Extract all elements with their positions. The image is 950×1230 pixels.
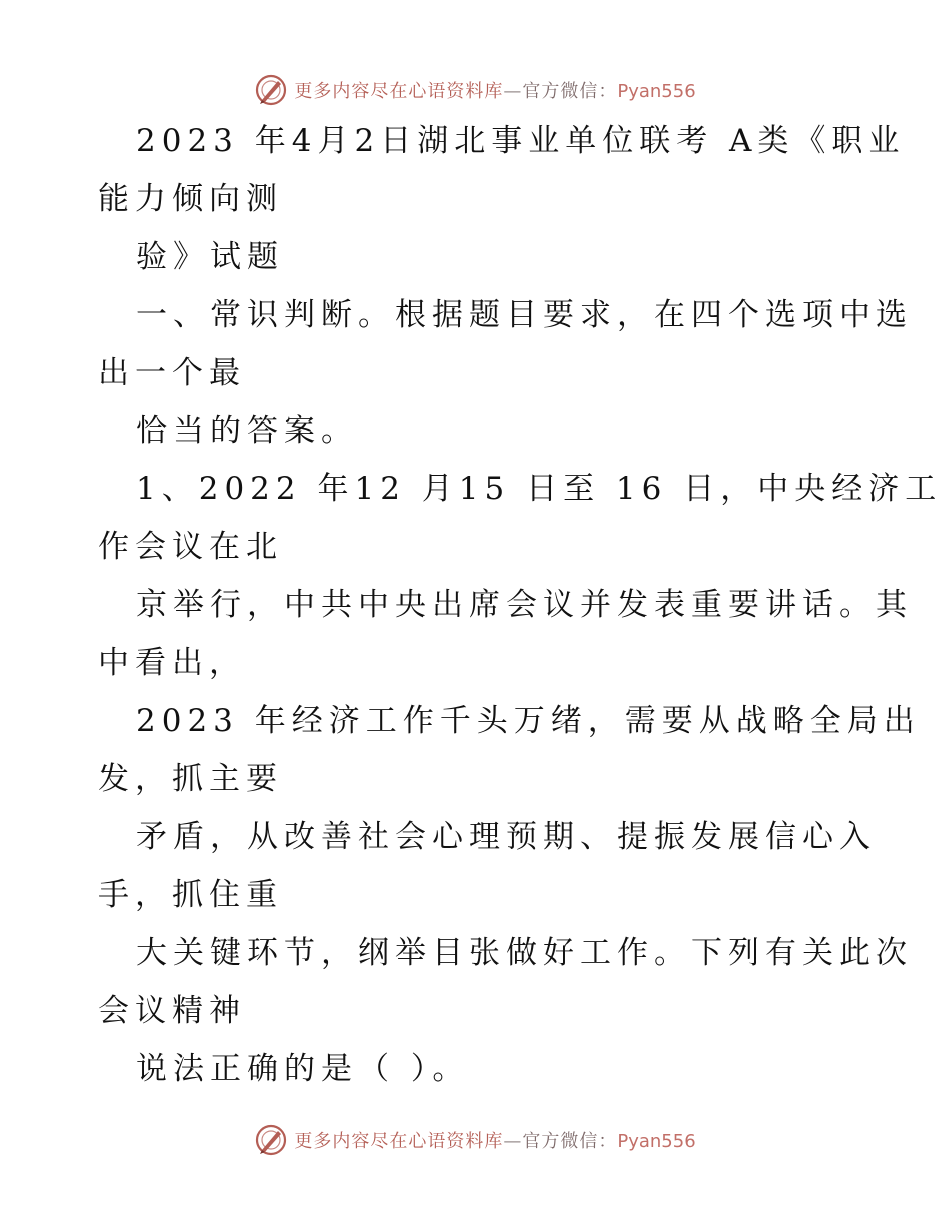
watermark-text: 更多内容尽在心语资料库—官方微信：Pyan556 [294, 81, 696, 102]
section-heading-line-1: 一、常识判断。根据题目要求，在四个选项中选 [136, 297, 913, 333]
watermark-text: 更多内容尽在心语资料库—官方微信：Pyan556 [294, 1131, 696, 1152]
question-line-11: 说法正确的是（ ）。 [136, 1051, 470, 1087]
question-line-10: 会议精神 [98, 993, 246, 1029]
question-line-7: 矛盾，从改善社会心理预期、提振发展信心入 [136, 819, 876, 855]
title-line-1: 2023 年4月2日湖北事业单位联考 A类《职业 [136, 123, 906, 159]
question-line-6: 发，抓主要 [98, 761, 283, 797]
question-line-9: 大关键环节，纲举目张做好工作。下列有关此次 [136, 935, 913, 971]
section-heading-line-2: 出一个最 [98, 355, 246, 391]
question-line-4: 中看出， [98, 645, 246, 681]
pen-circle-logo-icon [254, 1123, 288, 1157]
question-line-8: 手，抓住重 [98, 877, 283, 913]
title-line-3: 验》试题 [136, 239, 284, 275]
question-line-2: 作会议在北 [98, 529, 283, 565]
title-line-2: 能力倾向测 [98, 181, 283, 217]
pen-circle-logo-icon [254, 73, 288, 107]
footer-watermark [0, 1120, 950, 1160]
question-line-3: 京举行，中共中央出席会议并发表重要讲话。其 [136, 587, 913, 623]
question-line-5: 2023 年经济工作千头万绪，需要从战略全局出 [136, 703, 921, 739]
question-line-1: 1、2022 年12 月15 日至 16 日，中央经济工 [136, 471, 943, 507]
section-heading-line-3: 恰当的答案。 [136, 413, 358, 449]
header-watermark [0, 70, 950, 110]
document-body [98, 112, 943, 1098]
